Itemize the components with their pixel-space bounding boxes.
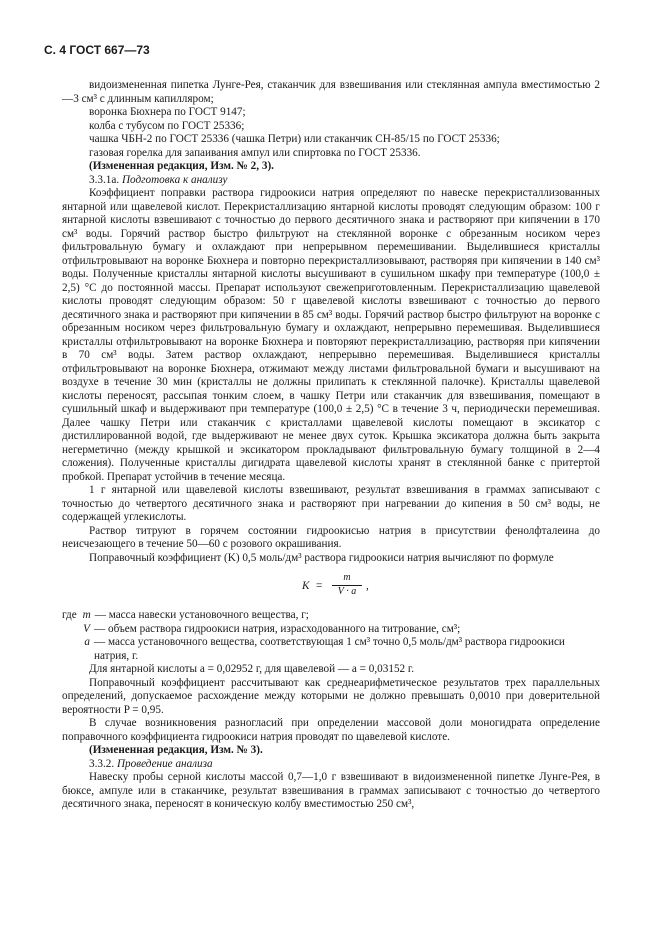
symbol-v: V [83, 622, 90, 635]
paragraph-equipment-flask: колба с тубусом по ГОСТ 25336; [89, 119, 245, 132]
formula-comma: , [366, 580, 369, 592]
formula-denominator: V · a [337, 586, 357, 597]
definition-m [62, 609, 600, 623]
edit-note-2: (Измененная редакция, Изм. № 3). [89, 744, 263, 756]
section-heading-preparation [62, 174, 600, 188]
edit-note-1: (Измененная редакция, Изм. № 2, 3). [89, 160, 274, 172]
paragraph-equipment-funnel: воронка Бюхнера по ГОСТ 9147; [89, 106, 246, 118]
document-body [62, 79, 600, 812]
definition-a [62, 636, 600, 663]
paragraph-equipment-burner: газовая горелка для запаивания ампул или спиртовка по ГОСТ 25336. [89, 146, 421, 159]
paragraph-average: Поправочный коэффициент рассчитывают как среднеарифметическое результатов трех параллельных определений, допускаемое расхождение между которыми не должно превышать 0,0010 при доверительной вероятности P = 0,95. [62, 676, 600, 716]
definition-m-text: — масса навески установочного вещества, г; [94, 609, 309, 621]
formula-fraction [332, 572, 362, 598]
definition-v [62, 623, 600, 637]
paragraph-analysis: Навеску пробы серной кислоты массой 0,7—1,0 г взвешивают в видоизмененной пипетке Лунге-Рея, в бюксе, ампуле или в стаканчике, результат взвешивания в граммах записывают с точностью до четвертого десятичного знака, переносят в коническую колбу вместимостью 250 см³, [62, 771, 600, 810]
paragraph-equipment-pipette: видоизмененная пипетка Лунге-Рея, стаканчик для взвешивания или стеклянная ампула вместимостью 2—3 см³ с длинным капилляром; [62, 79, 600, 105]
formula-lhs: K [302, 580, 310, 592]
paragraph-constants: Для янтарной кислоты a = 0,02952 г, для щавелевой — a = 0,03152 г. [89, 663, 415, 675]
formula-numerator: m [332, 572, 362, 586]
paragraph-recrystallization: Коэффициент поправки раствора гидроокиси натрия определяют по навеске перекристаллизованных янтарной или щавелевой кислот. Перекристаллизацию янтарной кислоты проводят следующим образом: 100 г янтарной кислоты взвешивают с точностью до первого десятичного знака и растворяют при кипячении в 170 см³ воды. Горячий раствор быстро фильтруют на стеклянной воронке с обрезанным носиком через фильтровальную бумагу и охлаждают при непрерывном перемешивании. Выделившиеся кристаллы отфильтровывают на воронке Бюхнера и повторно перекристаллизовывают, растворяя при кипячении в 140 см³ воды. Полученные кристаллы янтарной кислоты высушивают в сушильном шкафу при температуре (100,0 ± 2,5) °С до постоянной массы. Препарат используют свежеприготовленным. Перекристаллизацию щавелевой кислоты проводят следующим образом: 50 г щавелевой кислоты взвешивают с точностью до первого десятичного знака и растворяют при кипячении в 85 см³ воды. Горячий раствор быстро фильтруют на воронке с обрезанным носиком через фильтровальную бумагу и охлаждают, непрерывно перемешивая. Выделившиеся кристаллы отфильтровывают на воронке Бюхнера и повторяют перекристаллизацию, растворяя при кипячении в 70 см³ воды. Затем раствор охлаждают, непрерывно перемешивая. Выделившиеся кристаллы отфильтровывают на воронке Бюхнера, отжимают между листами фильтровальной бумаги и высушивают на воздухе в течение 30 мин (кристаллы не должны прилипать к стеклянной палочке). Кристаллы щавелевой кислоты переносят, рассыпая тонким слоем, в чашку Петри или стаканчик для взвешивания, помещают в сушильный шкаф и выдерживают при температуре (100,0 ± 2,5) °С в течение 3 ч, периодически перемешивая. Далее чашку Петри или стаканчик с кристаллами щавелевой кислоты помещают в эксикатор с дистиллированной водой, где выдерживают не менее двух суток. Крышка эксикатора должна быть закрыта негерметично (между крышкой и эксикатором прокладывают фильтровальную бумагу толщиной в 2—4 сложения). Полученные кристаллы дигидрата щавелевой кислоты хранят в стеклянной банке с притертой пробкой. Препарат устойчив в течение месяца. [62, 187, 600, 483]
formula-equals: = [316, 580, 323, 592]
section-number: 3.3.1а. [89, 173, 120, 186]
paragraph-formula-intro: Поправочный коэффициент (K) 0,5 моль/дм³ раствора гидроокиси натрия вычисляют по формуле [89, 551, 554, 564]
formula [62, 567, 600, 607]
section-title: Подготовка к анализу [121, 173, 228, 186]
paragraph-titration: Раствор титруют в горячем состоянии гидроокисью натрия в присутствии фенолфталеина до неисчезающего в течение 50—60 с розового окрашивания. [62, 524, 600, 550]
symbol-a: a [84, 636, 90, 648]
paragraph-disagreement: В случае возникновения разногласий при определении массовой доли моногидрата определение поправочного коэффициента гидроокиси натрия проводят по щавелевой кислоте. [62, 717, 600, 743]
where-label: где [62, 609, 77, 621]
section-number: 3.3.2. [89, 757, 115, 770]
definition-a-text: — масса установочного вещества, соответствующая 1 см³ точно 0,5 моль/дм³ раствора гидроокиси натрия, г. [94, 636, 565, 662]
paragraph-equipment-dish: чашка ЧБН-2 по ГОСТ 25336 (чашка Петри) или стаканчик СН-85/15 по ГОСТ 25336; [89, 133, 500, 145]
section-heading-analysis [62, 758, 600, 772]
symbol-m: m [82, 609, 91, 621]
paragraph-weighing: 1 г янтарной или щавелевой кислоты взвешивают, результат взвешивания в граммах записывают с точностью до четвертого десятичного знака и растворяют при нагревании до кипения в 50 см³ воды, не содержащей углекислоты. [62, 484, 600, 523]
definition-v-text: — объем раствора гидроокиси натрия, израсходованного на титрование, см³; [94, 622, 461, 635]
page-header: С. 4 ГОСТ 667—73 [44, 43, 150, 57]
section-title: Проведение анализа [116, 757, 213, 770]
